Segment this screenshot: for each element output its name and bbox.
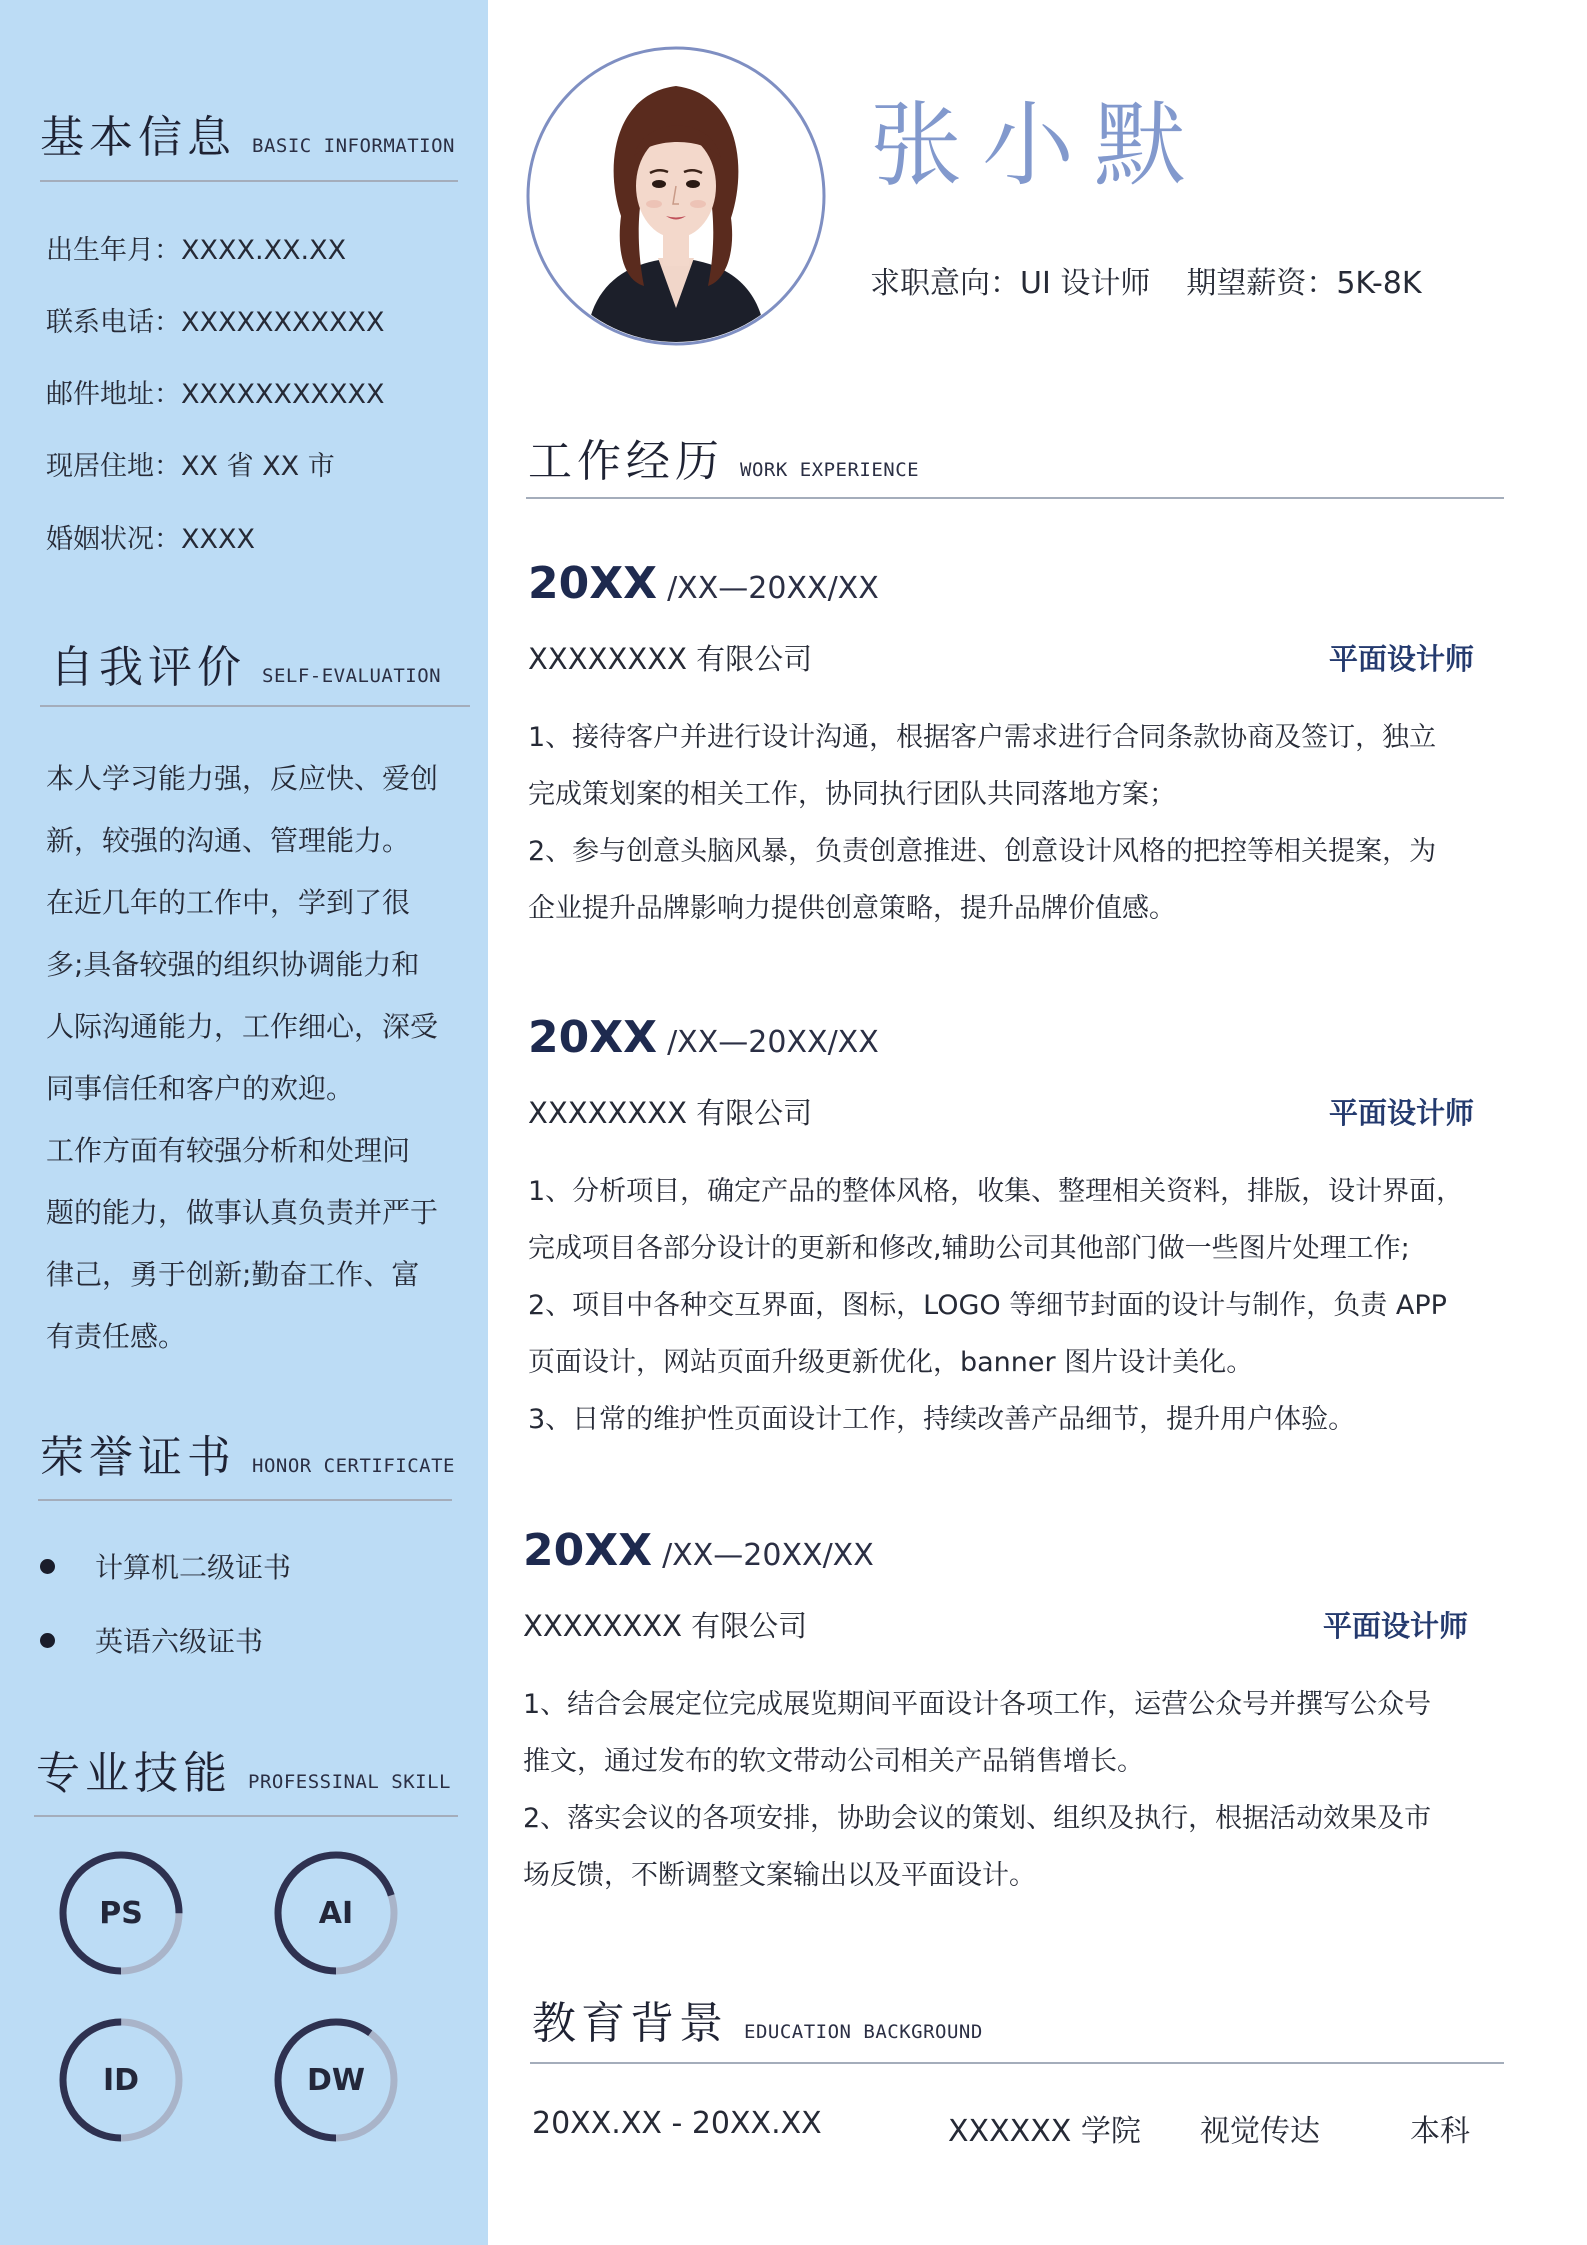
education-heading xyxy=(532,1998,983,2049)
skill-ring-ps xyxy=(56,1848,186,1978)
job-date: 20XX /XX—20XX/XX xyxy=(528,1012,879,1063)
info-address: 现居住地：XX 省 XX 市 xyxy=(46,451,335,482)
candidate-name: 张小默 xyxy=(870,92,1207,199)
skill-label: DW xyxy=(307,2062,365,2098)
bullet-icon xyxy=(40,1633,55,1648)
job-date: 20XX /XX—20XX/XX xyxy=(523,1525,874,1576)
info-email: 邮件地址：XXXXXXXXXXX xyxy=(46,379,385,410)
skill-ring-ai xyxy=(271,1848,401,1978)
job-position: 平面设计师 xyxy=(1329,642,1475,676)
honor-item: 计算机二级证书 xyxy=(40,1546,291,1586)
job-intent: 求职意向：UI 设计师 xyxy=(870,266,1151,301)
skills-title-en: PROFESSINAL SKILL xyxy=(248,1771,451,1793)
self-eval-title-en: SELF-EVALUATION xyxy=(262,665,442,687)
job-company: XXXXXXXX 有限公司 xyxy=(523,1609,808,1643)
skills-heading xyxy=(36,1748,451,1799)
education-degree: 本科 xyxy=(1410,2114,1470,2149)
info-marital: 婚姻状况：XXXX xyxy=(46,524,255,555)
avatar xyxy=(526,46,826,346)
education-title: 教育背景 xyxy=(532,1998,728,2049)
job-intent-line xyxy=(870,258,1458,302)
honor-title-en: HONOR CERTIFICATE xyxy=(252,1455,455,1477)
skills-divider xyxy=(34,1815,458,1817)
education-title-en: EDUCATION BACKGROUND xyxy=(744,2021,983,2043)
self-eval-divider xyxy=(40,705,470,707)
work-heading xyxy=(528,436,920,487)
work-title: 工作经历 xyxy=(528,436,724,487)
skill-label: ID xyxy=(102,2062,140,2098)
basic-info-title: 基本信息 xyxy=(40,112,236,163)
basic-info-heading xyxy=(40,112,455,163)
education-divider xyxy=(530,2062,1504,2064)
work-title-en: WORK EXPERIENCE xyxy=(740,459,920,481)
skills-title: 专业技能 xyxy=(36,1748,232,1799)
job-date: 20XX /XX—20XX/XX xyxy=(528,558,879,609)
self-eval-title: 自我评价 xyxy=(50,642,246,693)
honor-title: 荣誉证书 xyxy=(40,1432,236,1483)
job-duties: 1、接待客户并进行设计沟通，根据客户需求进行合同条款协商及签订，独立 完成策划案的相关工作，协同执行团队共同落地方案； 2、参与创意头脑风暴，负责创意推进、创意设计风格的把控等相关提案，为 企业提升品牌影响力提供创意策略，提升品牌价值感。 xyxy=(528,722,1437,924)
job-company: XXXXXXXX 有限公司 xyxy=(528,642,813,676)
expected-salary: 期望薪资：5K-8K xyxy=(1186,266,1422,301)
education-period: 20XX.XX - 20XX.XX xyxy=(532,2106,822,2141)
job-company: XXXXXXXX 有限公司 xyxy=(528,1096,813,1130)
job-position: 平面设计师 xyxy=(1323,1609,1469,1643)
basic-info-title-en: BASIC INFORMATION xyxy=(252,135,455,157)
work-divider xyxy=(526,497,1504,499)
skill-ring-id xyxy=(56,2015,186,2145)
skill-label: AI xyxy=(318,1895,354,1931)
education-school: XXXXXX 学院 xyxy=(948,2114,1141,2149)
self-eval-text: 本人学习能力强，反应快、爱创 新，较强的沟通、管理能力。 在近几年的工作中，学到了很 多;具备较强的组织协调能力和 人际沟通能力，工作细心，深受 同事信任和客户的欢迎。 工作方面有较强分析和处理问 题的能力，做事认真负责并严于 律己，勇于创新;勤奋工作、富 有责任感。 xyxy=(46,762,439,1353)
honor-item: 英语六级证书 xyxy=(40,1620,263,1660)
skill-ring-dw xyxy=(271,2015,401,2145)
basic-info-divider xyxy=(40,180,458,182)
honor-divider xyxy=(38,1499,452,1501)
job-position: 平面设计师 xyxy=(1329,1096,1475,1130)
job-duties: 1、结合会展定位完成展览期间平面设计各项工作，运营公众号并撰写公众号 推文，通过发布的软文带动公司相关产品销售增长。 2、落实会议的各项安排，协助会议的策划、组织及执行，根据活动效果及市 场反馈，不断调整文案输出以及平面设计。 xyxy=(523,1689,1432,1891)
bullet-icon xyxy=(40,1559,55,1574)
info-phone: 联系电话：XXXXXXXXXXX xyxy=(46,307,385,338)
skill-label: PS xyxy=(99,1895,143,1931)
education-major: 视觉传达 xyxy=(1200,2114,1320,2149)
avatar-illustration xyxy=(526,46,826,346)
honor-heading xyxy=(40,1432,455,1483)
job-duties: 1、分析项目，确定产品的整体风格，收集、整理相关资料，排版，设计界面， 完成项目各部分设计的更新和修改,辅助公司其他部门做一些图片处理工作; 2、项目中各种交互界面，图标，LOGO 等细节封面的设计与制作，负责 APP 页面设计，网站页面升级更新优化，banner 图片设计美化。 3、日常的维护性页面设计工作，持续改善产品细节，提升用户体验。 xyxy=(528,1176,1464,1435)
self-eval-heading xyxy=(50,642,442,693)
info-birth: 出生年月：XXXX.XX.XX xyxy=(46,235,347,266)
